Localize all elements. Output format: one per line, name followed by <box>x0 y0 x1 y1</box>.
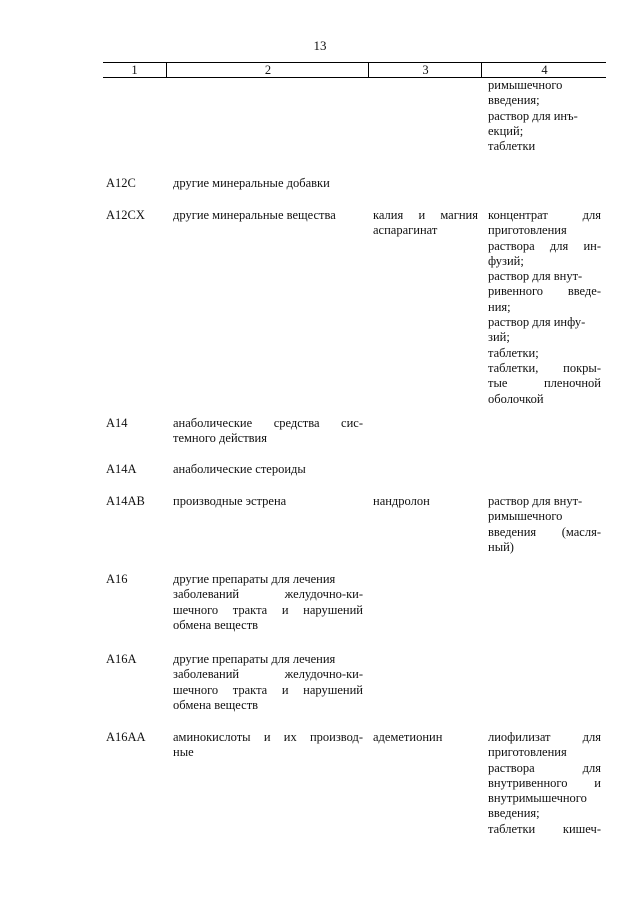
table-header <box>103 62 606 78</box>
group-name <box>173 416 363 447</box>
dosage-form-line: раствор для внут- <box>488 494 583 508</box>
dosage-form-line: концентрат для <box>488 208 601 222</box>
drug-name <box>373 730 478 745</box>
atc-code <box>106 416 166 431</box>
group-name-line: заболеваний желудочно-ки- <box>173 587 363 602</box>
atc-code <box>106 208 166 223</box>
group-name-line: другие препараты для лечения <box>173 652 336 666</box>
atc-code-text: A14AB <box>106 494 145 508</box>
dosage-form-line: ривенного введе- <box>488 284 601 299</box>
drug-name-line: аспарагинат <box>373 223 438 238</box>
atc-code <box>106 176 166 191</box>
dosage-form-line: таблетки, покры- <box>488 360 601 375</box>
dosage-form-line: приготовления <box>488 223 567 238</box>
group-name <box>173 494 363 509</box>
dosage-form <box>488 78 601 154</box>
dosage-form-line: раствора для ин- <box>488 238 601 253</box>
dosage-form <box>488 494 601 555</box>
header-col-1: 1 <box>131 63 138 77</box>
drug-name-line: адеметионин <box>373 730 443 744</box>
dosage-form-line: таблетки; <box>488 345 539 360</box>
group-name-line: ные <box>173 745 194 760</box>
group-name-line: производные эстрена <box>173 494 287 508</box>
group-name <box>173 572 363 633</box>
drug-name-line: нандролон <box>373 494 430 508</box>
group-name-line: темного действия <box>173 431 268 446</box>
header-col-4: 4 <box>481 63 607 77</box>
dosage-form-line: оболочкой <box>488 391 544 406</box>
dosage-form-line: ный) <box>488 539 514 554</box>
atc-code-text: A16AA <box>106 730 146 744</box>
atc-code <box>106 730 166 745</box>
group-name <box>173 462 363 477</box>
group-name <box>173 208 363 223</box>
dosage-form-line: тые пленочной <box>488 376 601 391</box>
group-name-line: шечного тракта и нарушений <box>173 602 363 617</box>
dosage-form <box>488 208 601 407</box>
dosage-form-line: приготовления <box>488 745 567 760</box>
group-name-line: обмена веществ <box>173 617 259 632</box>
group-name <box>173 176 363 191</box>
dosage-form-line: таблетки кишеч- <box>488 821 601 836</box>
dosage-form-line: раствора для <box>488 760 601 775</box>
dosage-form-line: таблетки <box>488 139 536 154</box>
group-name-line: анаболические средства сис- <box>173 416 363 430</box>
dosage-form-line: внутривенного и <box>488 775 601 790</box>
drug-name <box>373 494 478 509</box>
dosage-form-line: фузий; <box>488 253 524 268</box>
dosage-form <box>488 730 601 837</box>
header-col-3: 3 <box>368 63 482 77</box>
atc-code <box>106 494 166 509</box>
group-name-line: шечного тракта и нарушений <box>173 682 363 697</box>
dosage-form-line: ния; <box>488 299 511 314</box>
atc-code-text: A12CX <box>106 208 145 222</box>
drug-name-line: калия и магния <box>373 208 478 222</box>
dosage-form-line: введения; <box>488 806 540 821</box>
dosage-form-line: раствор для инфу- <box>488 315 586 330</box>
atc-code <box>106 462 166 477</box>
dosage-form-line: лиофилизат для <box>488 730 601 744</box>
dosage-form-line: римышечного <box>488 509 563 524</box>
dosage-form-line: римышечного <box>488 78 563 92</box>
dosage-form-line: введения; <box>488 93 540 108</box>
group-name-line: другие минеральные вещества <box>173 208 336 222</box>
dosage-form-line: раствор для внут- <box>488 269 583 284</box>
group-name <box>173 652 363 713</box>
group-name-line: заболеваний желудочно-ки- <box>173 667 363 682</box>
group-name-line: другие препараты для лечения <box>173 572 336 586</box>
atc-code <box>106 652 166 667</box>
atc-code-text: A14 <box>106 416 128 430</box>
group-name-line: аминокислоты и их производ- <box>173 730 363 744</box>
group-name-line: анаболические стероиды <box>173 462 306 476</box>
group-name-line: другие минеральные добавки <box>173 176 330 190</box>
dosage-form-line: внутримышечного <box>488 791 587 806</box>
page-number: 13 <box>313 38 327 53</box>
group-name-line: обмена веществ <box>173 697 259 712</box>
header-col-2: 2 <box>166 63 369 77</box>
dosage-form-line: екций; <box>488 123 524 138</box>
atc-code-text: A16 <box>106 572 128 586</box>
group-name <box>173 730 363 761</box>
dosage-form-line: раствор для инъ- <box>488 108 578 123</box>
dosage-form-line: зий; <box>488 330 510 345</box>
atc-code <box>106 572 166 587</box>
drug-name <box>373 208 478 239</box>
atc-code-text: A12C <box>106 176 136 190</box>
atc-code-text: A16A <box>106 652 137 666</box>
dosage-form-line: введения (масля- <box>488 524 601 539</box>
atc-code-text: A14A <box>106 462 137 476</box>
